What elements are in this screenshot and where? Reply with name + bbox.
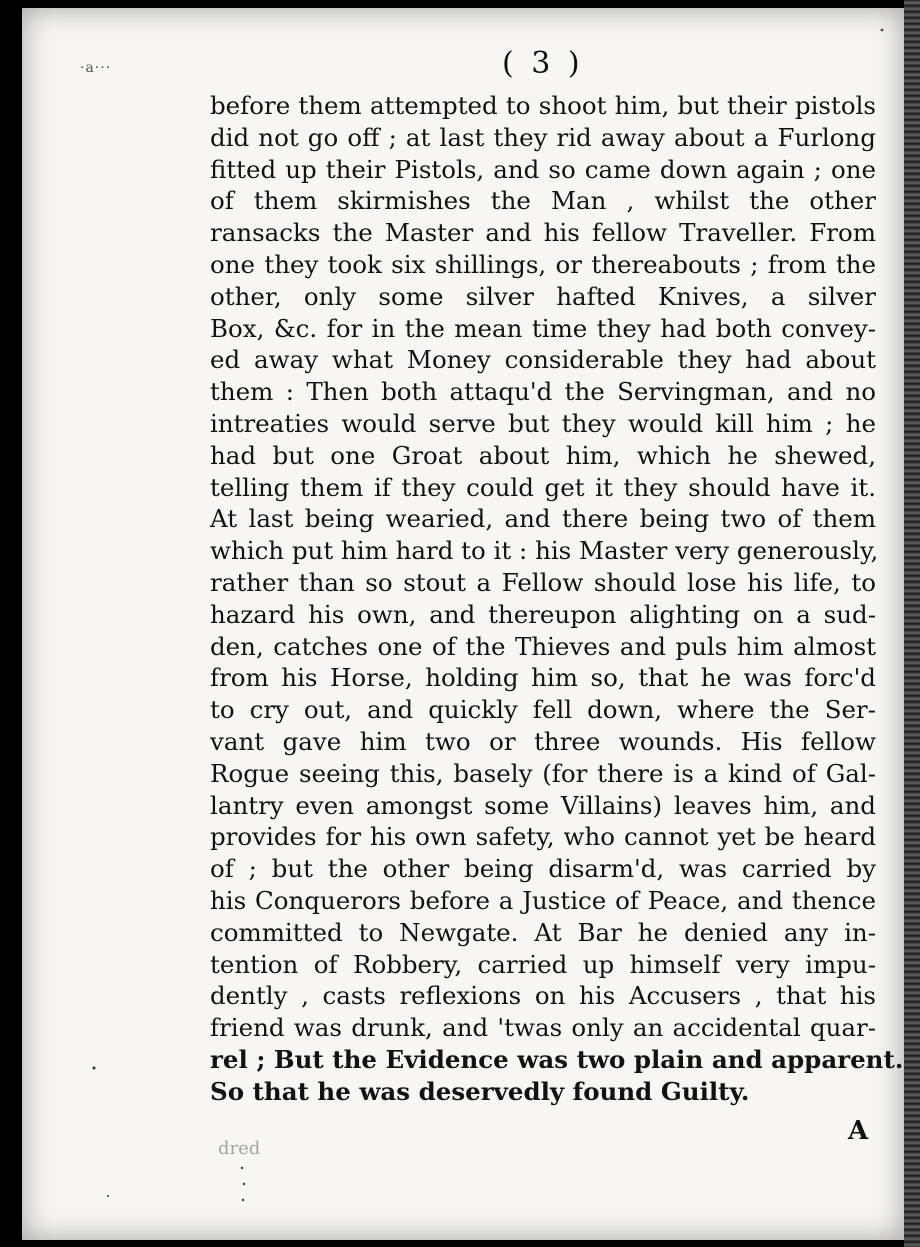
- speck: [93, 1067, 96, 1070]
- text-line: provides for his own safety, who cannot yet be heard: [210, 822, 876, 852]
- text-line: from his Horse, holding him so, that he was forc'd: [210, 663, 876, 693]
- bleed-through-text: dred: [218, 1138, 261, 1159]
- text-line: them : Then both attaqu'd the Servingman, and no: [210, 377, 876, 407]
- speck: [241, 1167, 243, 1169]
- text-line: fitted up their Pistols, and so came down again ; one: [210, 154, 876, 184]
- text-line: tention of Robbery, carried up himself very impu-: [210, 949, 876, 979]
- text-line: to cry out, and quickly fell down, where the Ser-: [210, 695, 876, 725]
- text-line: before them attempted to shoot him, but their pistols: [210, 91, 876, 120]
- speck: [107, 1195, 109, 1197]
- text-line: At last being wearied, and there being two of them: [210, 504, 876, 534]
- paper-specks: [22, 8, 904, 1240]
- text-line: Rogue seeing this, basely (for there is a kind of Gal-: [210, 758, 876, 788]
- text-line: friend was drunk, and 'twas only an accidental quar-: [210, 1013, 876, 1043]
- text-line: rather than so stout a Fellow should lose his life, to: [210, 567, 876, 597]
- speck: [242, 1199, 244, 1201]
- text-line: one they took six shillings, or thereabouts ; from the: [210, 249, 876, 279]
- text-line: hazard his own, and thereupon alighting on a sud-: [210, 599, 876, 629]
- text-line: other, only some silver hafted Knives, a silver: [210, 281, 876, 311]
- text-line: den, catches one of the Thieves and puls him almost: [210, 631, 876, 661]
- text-line: committed to Newgate. At Bar he denied any in-: [210, 917, 876, 947]
- text-line: did not go off ; at last they rid away about a Furlong: [210, 122, 876, 152]
- text-line: intreaties would serve but they would kill him ; he: [210, 408, 876, 438]
- text-line: lantry even amongst some Villains) leaves him, and: [210, 790, 876, 820]
- book-page: [22, 8, 904, 1240]
- catchword: A: [848, 1116, 869, 1146]
- text-line-final: So that he was deservedly found Guilty.: [210, 1076, 750, 1106]
- speck: [243, 1183, 245, 1185]
- text-line: his Conquerors before a Justice of Peace, and thence: [210, 885, 876, 915]
- text-line: rel ; But the Evidence was two plain and apparent.: [210, 1044, 904, 1074]
- margin-note: ·a···: [80, 60, 112, 76]
- text-line: which put him hard to it : his Master very generously,: [210, 536, 879, 566]
- text-line: of ; but the other being disarm'd, was carried by: [210, 854, 876, 884]
- scan-edge-strip: [904, 0, 920, 1247]
- text-line: ransacks the Master and his fellow Traveller. From: [210, 218, 876, 248]
- page-number: ( 3 ): [502, 46, 584, 81]
- text-line: dently , casts reflexions on his Accusers , that his: [210, 981, 876, 1011]
- text-line: Box, &c. for in the mean time they had both convey-: [210, 313, 876, 343]
- text-line: vant gave him two or three wounds. His fellow: [210, 726, 876, 756]
- text-line: of them skirmishes the Man , whilst the other: [210, 186, 876, 216]
- speck: [881, 29, 884, 32]
- text-line: ed away what Money considerable they had about: [210, 345, 876, 375]
- text-line: had but one Groat about him, which he shewed,: [210, 440, 876, 470]
- text-line: telling them if they could get it they should have it.: [210, 472, 876, 502]
